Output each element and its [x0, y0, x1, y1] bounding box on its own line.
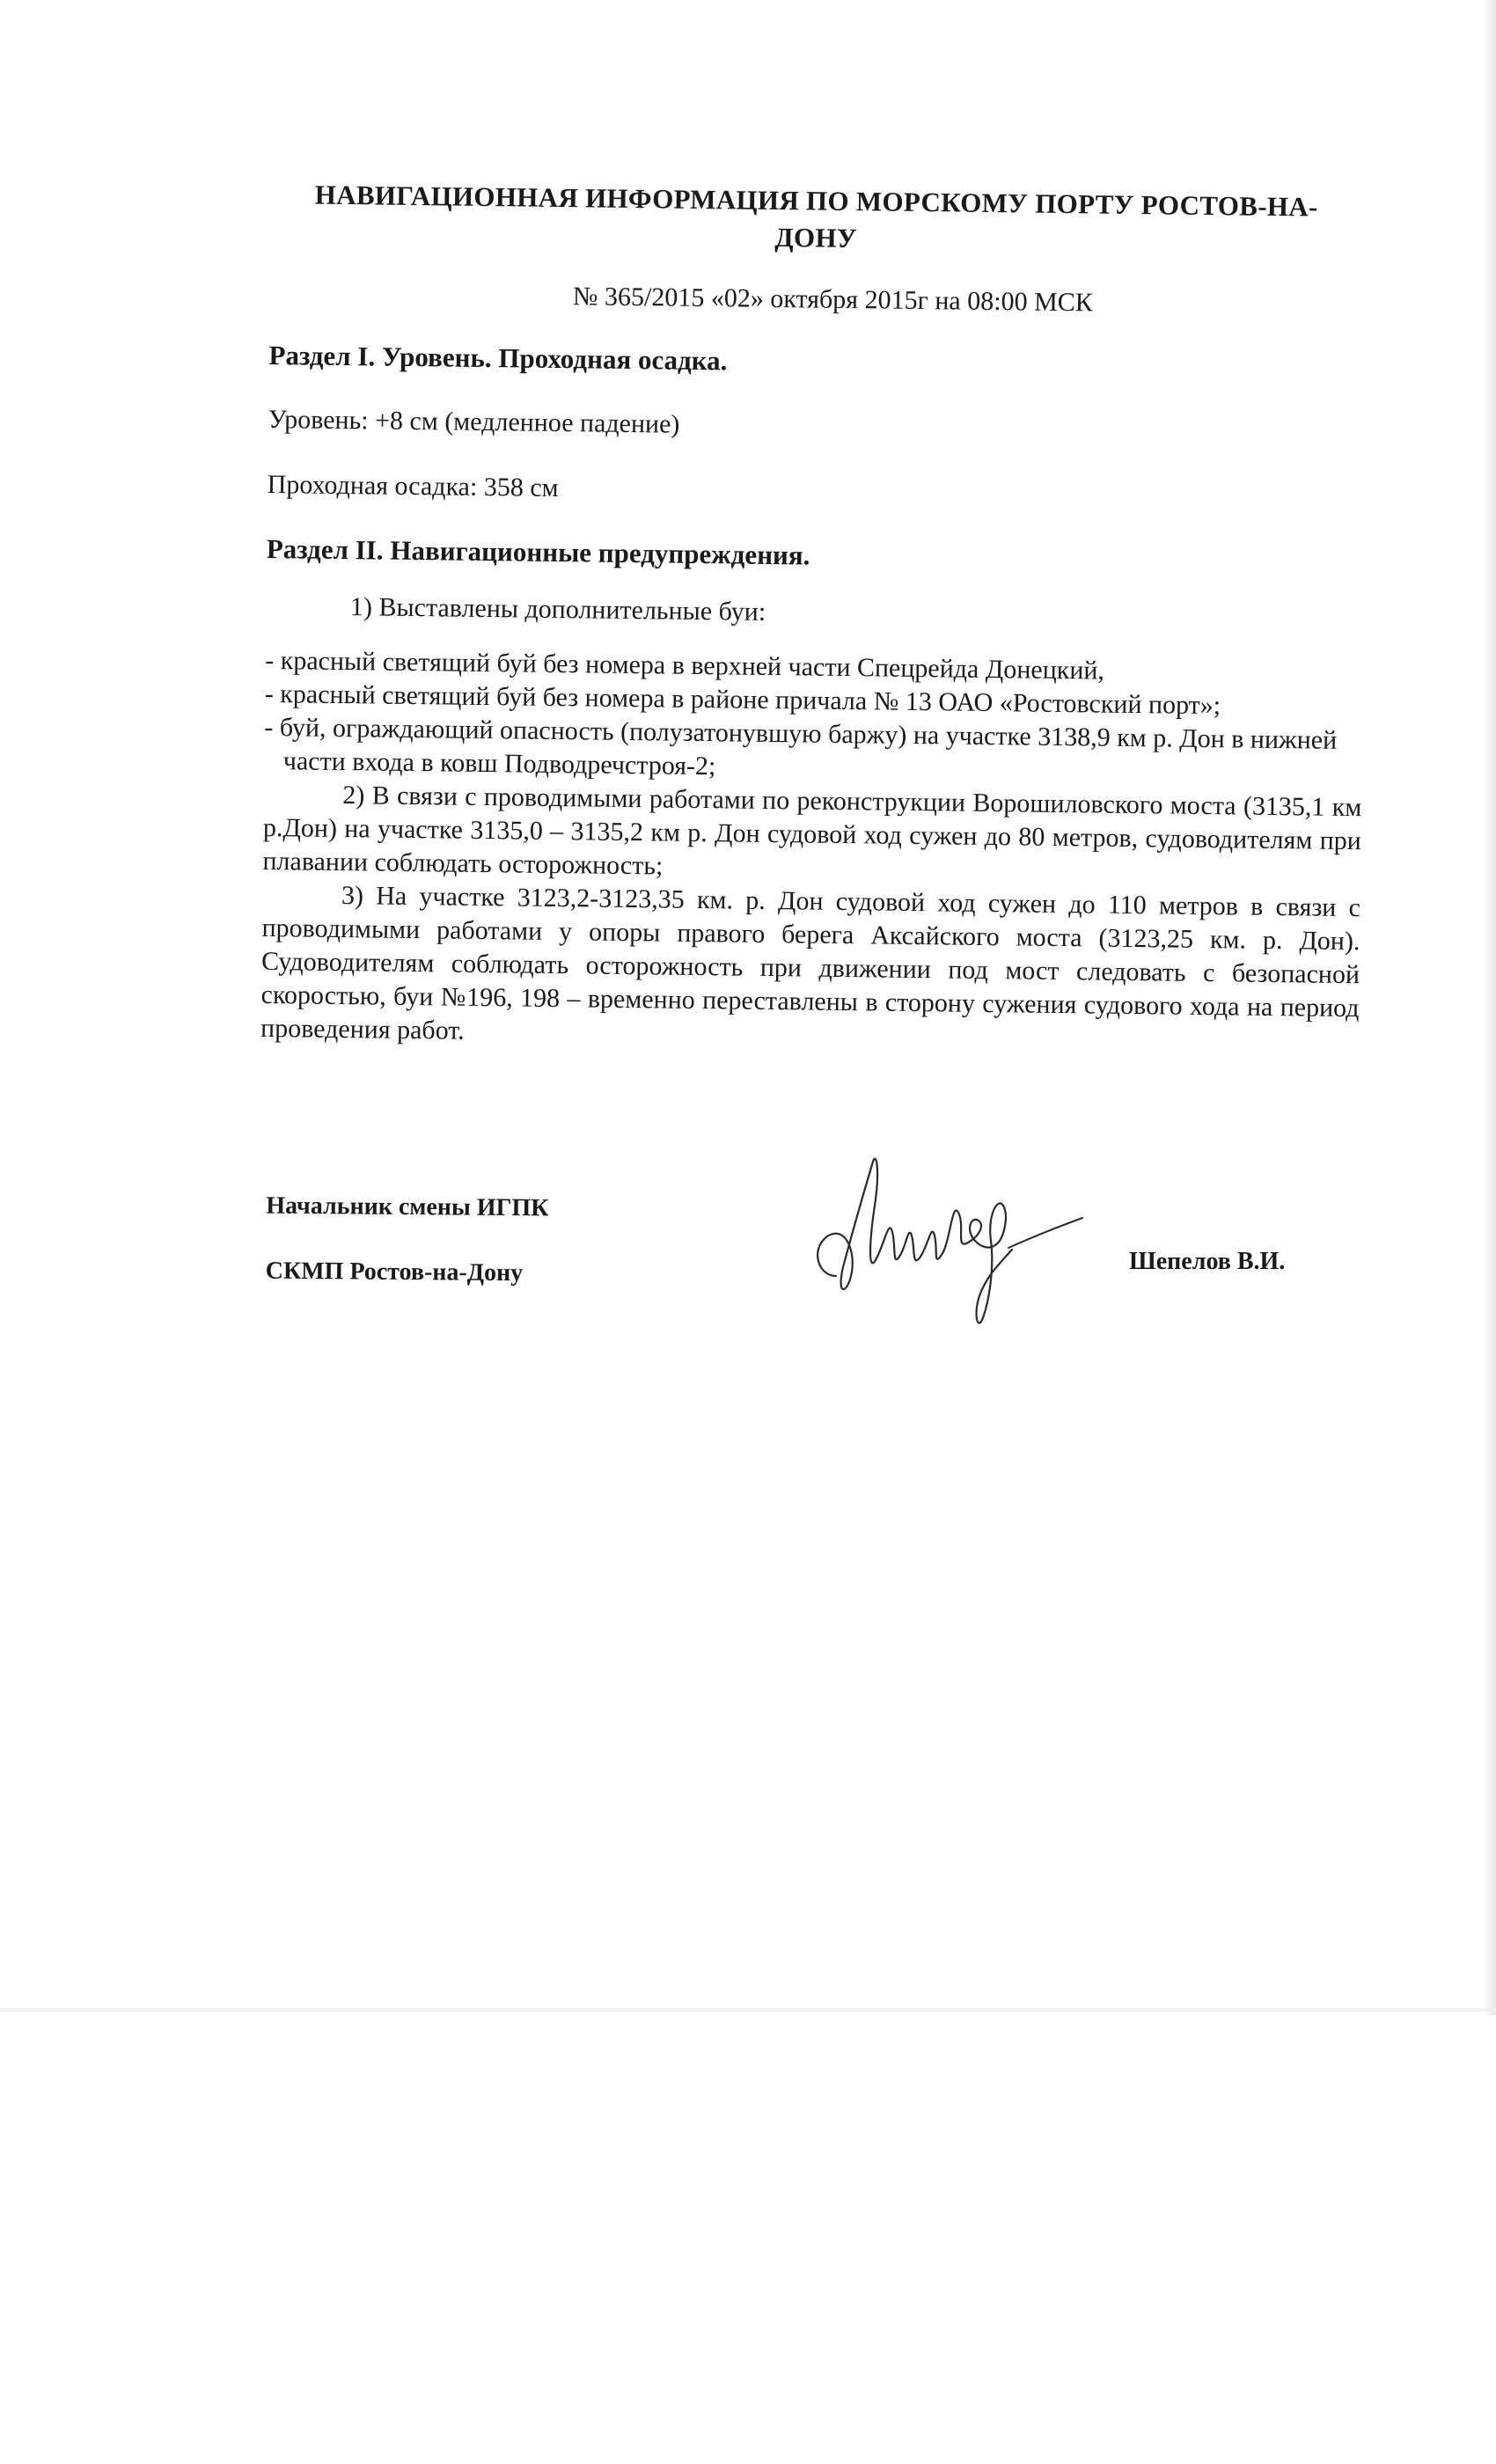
section-2-heading: Раздел II. Навигационные предупреждения. — [266, 532, 810, 571]
document-number-date: № 365/2015 «02» октября 2015г на 08:00 МСК — [572, 282, 1093, 318]
signatory-position — [265, 1174, 548, 1307]
buoy-item-2: - красный светящий буй без номера в районе причала № 13 ОАО «Ростовский порт»; — [264, 678, 1221, 721]
scan-edge-shadow — [1484, 0, 1496, 2015]
document-title: НАВИГАЦИОННАЯ ИНФОРМАЦИЯ ПО МОРСКОМУ ПОРТУ РОСТОВ-НА-ДОНУ — [314, 179, 1318, 254]
section-1-heading: Раздел I. Уровень. Проходная осадка. — [268, 339, 728, 377]
signatory-name: Шепелов В.И. — [1129, 1248, 1286, 1275]
passage-draft: Проходная осадка: 358 см — [267, 469, 559, 503]
warning-item-2: 2) В связи с проводимыми работами по реконструкции Ворошиловского моста (3135,1 км р.Дон) на участке 3135,0 – 3135,2 км р. Дон судовой ход сужен до 80 метров, судоводителям при плавании соблюдать осторожность; — [262, 781, 1362, 881]
warning-item-3: 3) На участке 3123,2-3123,35 км. р. Дон судовой ход сужен до 110 метров в связи с проводимыми работами у опоры правого берега Аксайского моста (3123,25 км. р. Дон). Судоводителям соблюдать осторожность при движении под мост следовать с безопасной скоростью, буи №196, 198 – временно переставлены в сторону сужения судового хода на период проведения работ. — [260, 881, 1361, 1045]
signatory-position-line-2: СКМП Ростов-на-Дону — [265, 1257, 524, 1287]
document-body — [260, 176, 1369, 1059]
item-1-intro: 1) Выставлены дополнительные буи: — [349, 592, 766, 627]
water-level: Уровень: +8 см (медленное падение) — [268, 404, 680, 439]
buoy-item-1: - красный светящий буй без номера в верхней части Спецрейда Донецкий, — [265, 645, 1105, 686]
buoy-item-3: - буй, ограждающий опасность (полузатонувшую баржу) на участке 3138,9 км р. Дон в нижней части входа в ковш Подводречстроя-2; — [264, 712, 1338, 781]
signatory-position-line-1: Начальник смены ИГПК — [266, 1192, 549, 1222]
scan-bottom-edge — [0, 2008, 1496, 2012]
handwritten-signature — [801, 1144, 1091, 1329]
